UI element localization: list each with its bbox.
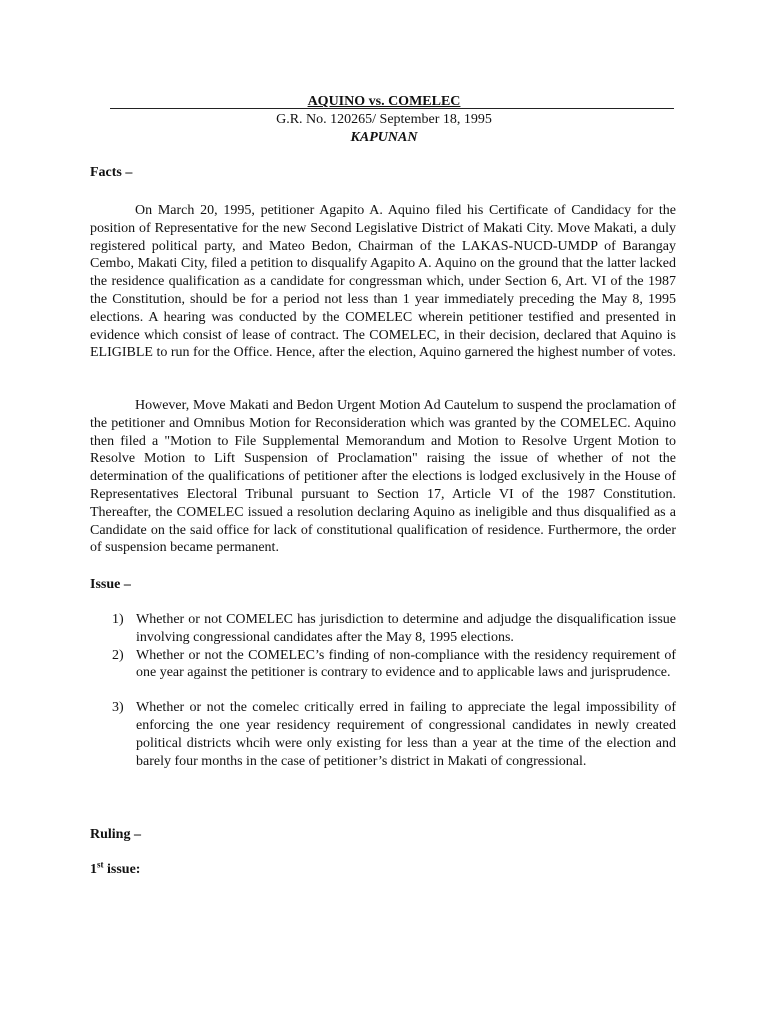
issue-number: 3) xyxy=(112,700,124,716)
issue-list xyxy=(90,611,676,770)
facts-heading: Facts – xyxy=(90,165,133,180)
first-issue-suffix: st xyxy=(97,859,104,870)
ponente: KAPUNAN xyxy=(350,130,418,145)
facts-paragraph-2: However, Move Makati and Bedon Urgent Motion Ad Cautelum to suspend the proclamation of the petitioner and Omnibus Motion for Reconsideration which was granted by the COMELEC. Aquino then filed a "Motion to File Supplemental Memorandum and Motion to Resolve Urgent Motion to Resolve Motion to Lift Suspension of Proclamation" raising the issue of whether of not the determination of the qualifications of petitioner after the elections is lodged exclusively in the House of Representatives Electoral Tribunal pursuant to Section 17, Article VI of the 1987 Constitution. Thereafter, the COMELEC issued a resolution declaring Aquino as ineligible and thus disqualified as a Candidate on the said office for lack of constitutional qualification of residence. Furthermore, the order of suspension became permanent. xyxy=(90,398,676,556)
case-title: AQUINO vs. COMELEC xyxy=(307,94,461,109)
first-issue-number: 1 xyxy=(90,862,97,877)
facts-paragraph-1: On March 20, 1995, petitioner Agapito A. Aquino filed his Certificate of Candidacy for the position of Representative for the new Second Legislative District of Makati City. Move Makati, a duly registered political party, and Mateo Bedon, Chairman of the LAKAS-NUCD-UMDP of Barangay Cembo, Makati City, filed a petition to disqualify Agapito A. Aquino on the ground that the latter lacked the residence qualification as a candidate for congressman which, under Section 6, Art. VI of the 1987 the Constitution, should be for a period not less than 1 year immediately preceding the May 8, 1995 elections. A hearing was conducted by the COMELEC wherein petitioner testified and presented in evidence which consist of lease of contract. The COMELEC, in their decision, declared that Aquino is ELIGIBLE to run for the Office. Hence, after the election, Aquino garnered the highest number of votes. xyxy=(90,203,676,361)
issue-text: Whether or not the comelec critically erred in failing to appreciate the legal impossibility of enforcing the one year residency requirement of congressional candidates in newly created political districts whcih were only existing for less than a year at the time of the election and barely four months in the case of petitioner’s district in Makati of congressional. xyxy=(136,700,676,769)
first-issue-label: issue: xyxy=(103,862,141,877)
issue-item-2 xyxy=(90,647,676,683)
first-issue-heading xyxy=(90,861,140,879)
issue-heading: Issue – xyxy=(90,577,131,592)
ruling-heading: Ruling – xyxy=(90,827,141,842)
issue-item-3 xyxy=(90,699,676,770)
issue-number: 1) xyxy=(112,612,124,627)
issue-item-1 xyxy=(90,611,676,647)
case-number: G.R. No. 120265/ September 18, 1995 xyxy=(276,112,492,127)
issue-text: Whether or not the COMELEC’s finding of non-compliance with the residency requirement of one year against the petitioner is contrary to evidence and to applicable laws and jurisprudence. xyxy=(136,647,676,681)
issue-text: Whether or not COMELEC has jurisdiction to determine and adjudge the disqualification issue involving congressional candidates after the May 8, 1995 elections. xyxy=(136,612,676,645)
issue-number: 2) xyxy=(112,647,124,663)
